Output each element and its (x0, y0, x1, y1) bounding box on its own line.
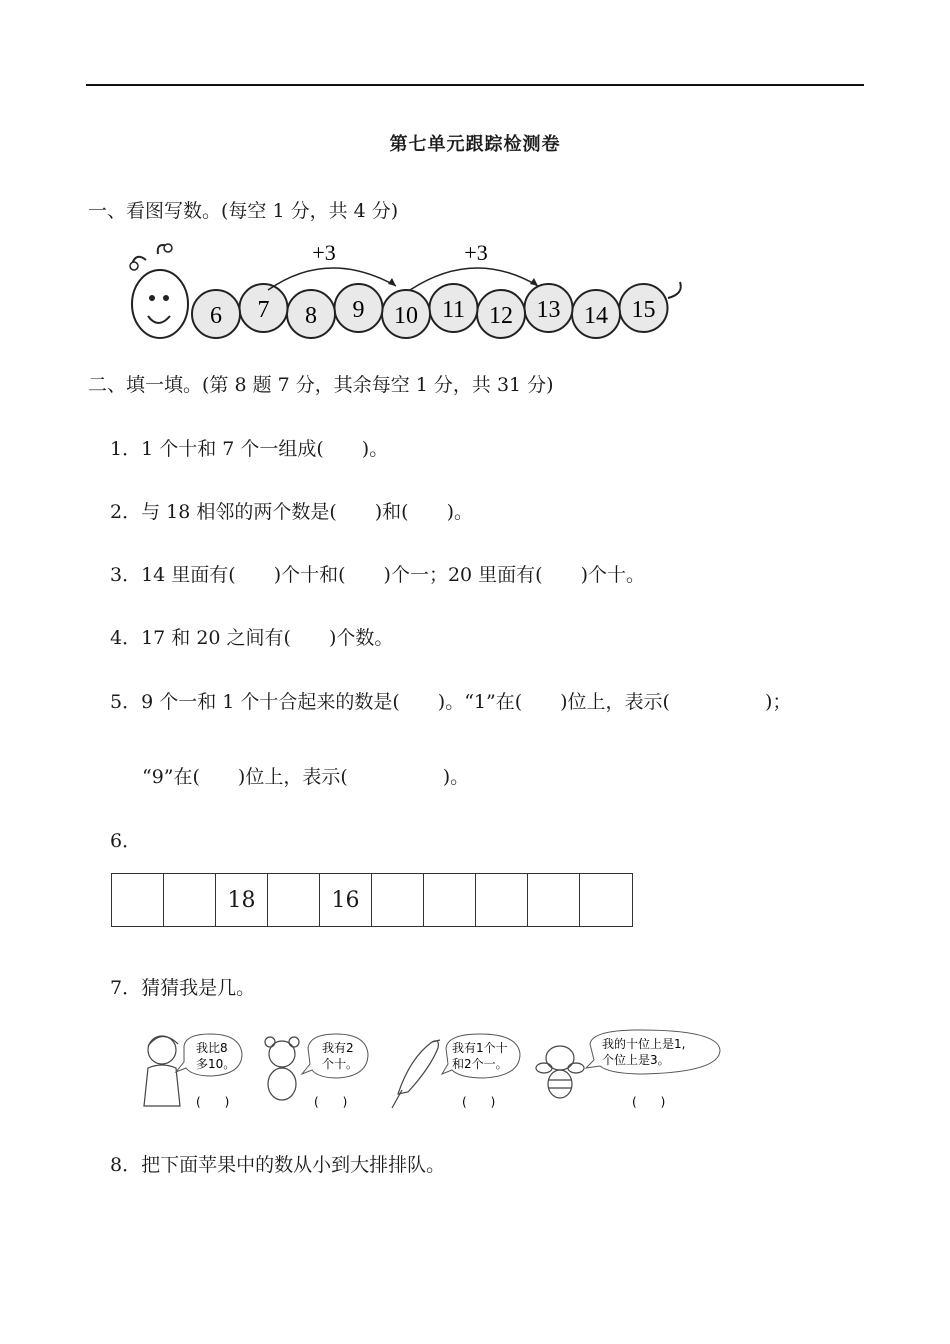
question-2: 2．与 18 相邻的两个数是( )和( )。 (110, 501, 473, 523)
answer-paren-1[interactable]: ( ) (196, 1095, 230, 1109)
question-8: 8．把下面苹果中的数从小到大排排队。 (110, 1154, 446, 1176)
bubble-1-line2: 多10。 (196, 1057, 236, 1071)
bear-icon (265, 1037, 299, 1100)
caterpillar-head (130, 244, 188, 338)
bubble-1-line1: 我比8 (196, 1041, 228, 1055)
question-5a: 5．9 个一和 1 个十合起来的数是( )。“1”在( )位上，表示( )； (110, 691, 792, 713)
number-grid (111, 873, 633, 927)
grid-cell[interactable] (424, 874, 476, 926)
bubble-4 (586, 1030, 720, 1074)
bee-icon (536, 1046, 584, 1098)
bubble-1 (176, 1034, 242, 1076)
bubble-2-line1: 我有2 (322, 1041, 354, 1055)
grid-cell[interactable] (268, 874, 320, 926)
arrow-1 (268, 268, 396, 290)
page-title: 第七单元跟踪检测卷 (389, 134, 561, 155)
bird-icon (392, 1040, 440, 1108)
caterpillar-number: 12 (489, 303, 513, 329)
boy-icon (144, 1036, 180, 1106)
grid-cell[interactable] (372, 874, 424, 926)
caterpillar-figure (128, 238, 688, 348)
grid-cell[interactable] (580, 874, 632, 926)
bubble-4-line2: 个位上是3。 (602, 1053, 670, 1067)
section2-heading: 二、填一填。(第 8 题 7 分，其余每空 1 分，共 31 分) (88, 374, 554, 396)
caterpillar-number: 14 (584, 303, 608, 329)
arrow-2 (410, 268, 538, 290)
guess-figures (140, 1028, 740, 1118)
answer-paren-4[interactable]: ( ) (632, 1095, 666, 1109)
caterpillar-number: 8 (305, 303, 317, 329)
caterpillar-number: 15 (631, 297, 656, 323)
question-5b: “9”在( )位上，表示( )。 (142, 766, 470, 788)
grid-cell[interactable] (164, 874, 216, 926)
bubble-2 (302, 1034, 368, 1078)
grid-cell: 16 (320, 874, 372, 926)
caterpillar-number: 9 (352, 297, 365, 323)
grid-cell: 18 (216, 874, 268, 926)
question-7-label: 7．猜猜我是几。 (110, 977, 256, 999)
bubble-3 (442, 1034, 520, 1078)
bubble-3-line2: 和2个一。 (452, 1057, 508, 1071)
answer-paren-3[interactable]: ( ) (462, 1095, 496, 1109)
caterpillar-number: 11 (441, 297, 466, 323)
caterpillar-number: 13 (536, 297, 561, 323)
bubble-4-line1: 我的十位上是1, (602, 1037, 686, 1051)
top-rule (86, 84, 864, 86)
section1-heading: 一、看图写数。(每空 1 分，共 4 分) (88, 200, 399, 222)
arrow-label-1: +3 (312, 240, 336, 265)
grid-cell[interactable] (112, 874, 164, 926)
question-6-label: 6． (110, 830, 142, 852)
question-1: 1．1 个十和 7 个一组成( )。 (110, 438, 389, 460)
bubble-2-line2: 个十。 (322, 1057, 359, 1071)
question-3: 3．14 里面有( )个十和( )个一；20 里面有( )个十。 (110, 564, 645, 586)
caterpillar-number: 10 (394, 303, 418, 329)
question-4: 4．17 和 20 之间有( )个数。 (110, 627, 394, 649)
arrow-label-2: +3 (464, 240, 488, 265)
grid-cell[interactable] (528, 874, 580, 926)
bubble-3-line1: 我有1个十 (452, 1041, 508, 1055)
caterpillar-number: 6 (210, 303, 222, 329)
answer-paren-2[interactable]: ( ) (314, 1095, 348, 1109)
grid-cell[interactable] (476, 874, 528, 926)
caterpillar-number: 7 (257, 297, 270, 323)
